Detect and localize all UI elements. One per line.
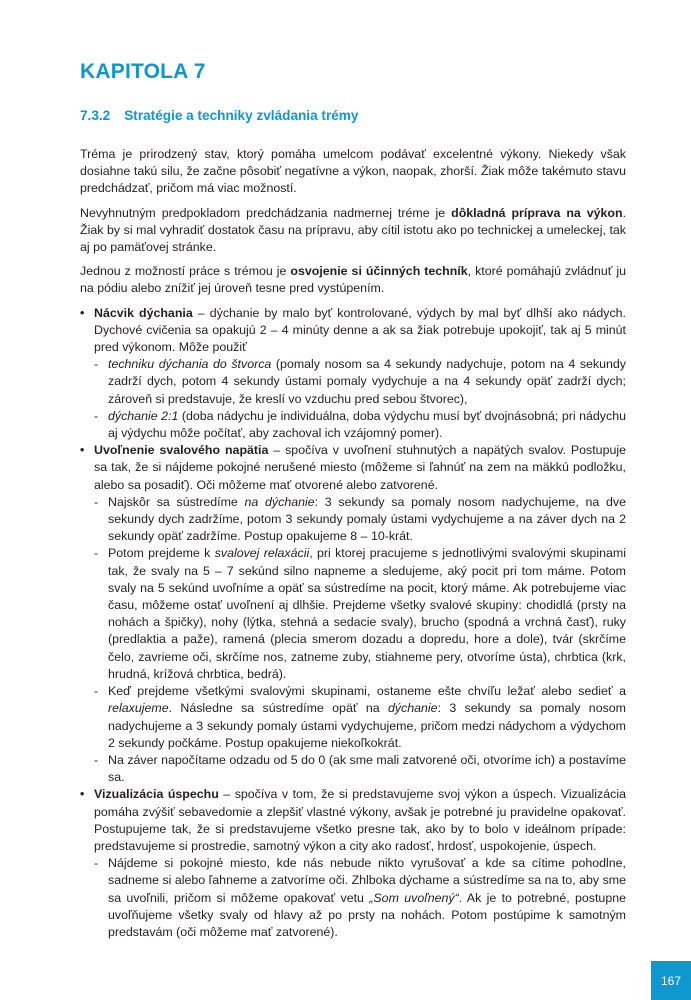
italic-emphasis: relaxujeme [108,701,169,716]
technique-list [80,305,626,942]
paragraph-text: Tréma je prirodzený stav, ktorý pomáha umelcom podávať excelentné výkony. Niekedy však dosiahne takú silu, že začne pôsobiť negatívne a výkon, naopak, zhorší. Žiak môže takémuto stavu predchádzať, pričom má viac možností. [80,147,626,196]
paragraph [80,205,626,257]
sub-list-text: . Ak je to potrebné, postupne uvoľňujeme všetky svaly od hlavy až po prsty na nohách. Potom postúpime k samotným predstavám (oči môžeme mať zatvorené). [108,890,626,939]
list-item [80,305,626,443]
dash-icon: - [94,752,99,767]
sub-list-item [94,752,626,786]
italic-emphasis: na dýchanie [244,494,315,509]
chapter-title: KAPITOLA 7 [80,60,206,83]
paragraph-text: , ktoré pomáhajú zvládnuť ju na pódiu alebo znížiť jej úroveň tesne pred vystúpením. [80,264,626,296]
italic-emphasis: „Som uvoľnený“ [369,890,459,905]
list-item [80,442,626,786]
paragraph [80,263,626,297]
sub-list-text: : 3 sekundy sa pomaly nosom nadychujeme, na dve sekundy dych zadržíme, potom 3 sekundy pomaly ústami vydychujeme a na záver dych na 2 sekundy opäť zadržíme. Postup opakujeme 8 – 10-krát. [108,494,626,544]
italic-emphasis: dýchanie [387,701,438,716]
sub-list-text: . Následne sa sústredíme opäť na [168,701,388,716]
bold-emphasis: dôkladná príprava na výkon [451,205,623,220]
sub-list-text: Najskôr sa sústredíme [108,494,245,509]
italic-emphasis: svalovej relaxácii [214,546,310,561]
list-item-text: – spočíva v tom, že si predstavujeme svoj výkon a úspech. Vizualizácia pomáha zvýšiť sebavedomie a zlepšiť vlastné výkony, avšak je potrebné ju pravidelne opakovať. Postupujeme tak, že si predstavujeme všetko presne tak, ako by to bolo v ideálnom prípade: predstavujeme si prostredie, samotný výkon a city ako radosť, hrdosť, uspokojenie, úspech. [94,787,626,853]
dash-icon: - [94,408,99,423]
page-number-badge [651,961,691,1000]
paragraph-text: . Žiak by si mal vyhradiť dostatok času na prípravu, aby cítil istotu ako po technickej a umeleckej, tak aj po pamäťovej stránke. [80,205,627,255]
bullet-icon: • [80,443,85,458]
sub-list-text: Keď prejdeme všetkými svalovými skupinami, ostaneme ešte chvíľu ležať alebo sedieť a [108,684,626,699]
list-item [80,786,626,941]
section-heading [80,108,358,123]
sub-list-item [94,855,626,941]
sub-list-text: : 3 sekundy sa pomaly nosom nadychujeme a 3 sekundy pomaly ústami vydychujeme, pričom medzi nádychom a výdychom 2 sekundy počkáme. Postup opakujeme niekoľkokrát. [108,701,626,750]
paragraph-text: Nevyhnutným predpokladom predchádzania nadmernej tréme je [80,205,452,220]
sub-list [94,356,626,442]
bold-emphasis: osvojenie si účinných techník [290,264,468,279]
sub-list-text: Na záver napočítame odzadu od 5 do 0 (ak sme mali zatvorené oči, otvoríme ich) a postavíme sa. [108,752,626,785]
sub-list-item [94,408,626,442]
dash-icon: - [94,494,99,509]
sub-list [94,494,626,786]
sub-list-text: Nájdeme si pokojné miesto, kde nás nebude nikto vyrušovať a kde sa cítime pohodlne, sadneme si alebo ľahneme a zatvoríme oči. Zhlboka dýchame a sústredíme sa na to, aby sme sa uvoľnili, pričom si môžeme opakovať vetu [108,856,626,905]
dash-icon: - [94,684,99,699]
sub-list-text: , pri ktorej pracujeme s jednotlivými svalovými skupinami tak, že svaly na 5 – 7 sekúnd silno napneme a sledujeme, aký pocit pri tom máme. Potom svaly na 5 sekúnd uvoľníme a opäť sa sústredíme na pocit, ktorý máme. Ak potrebujeme viac času, môžeme ostať uvoľnení aj dlhšie. Prejdeme všetky svalové skupiny: chodidlá (prsty na nohách a špičky), nohy (lýtka, stehná a sedacie svaly), brucho (spodná a vrchná časť), ruky (predlaktia a paže), ramená (plecia smerom dozadu a dopredu, hore a dole), tvár (skrčíme čelo, zavrieme oči, skrčíme nos, zatneme zuby, stiahneme pery, otvoríme ústa), chrbtica (krk, hrudná, krížová chrbtica, bedrá). [108,546,627,681]
sub-list-item [94,494,626,546]
dash-icon: - [94,856,99,871]
sub-list-text: (doba nádychu je individuálna, doba výdychu musí byť dvojnásobná; pri nádychu aj výdychu môže počítať, aby zachoval ich vzájomný pomer). [108,408,626,441]
list-item-text: – dýchanie by malo byť kontrolované, výdych by mal byť dlhší ako nádych. Dychové cvičenia sa opakujú 2 – 4 minúty denne a ak sa žiak potrebuje upokojiť, tak aj 5 minút pred výkonom. Môže použiť [94,305,626,355]
dash-icon: - [94,546,99,561]
section-title: Stratégie a techniky zvládania trémy [124,108,359,123]
bullet-icon: • [80,787,85,802]
list-item-title: Nácvik dýchania [94,305,193,320]
sub-list-item [94,545,626,683]
list-item-title: Vizualizácia úspechu [94,787,219,802]
paragraph [80,146,626,198]
sub-list [94,855,626,941]
dash-icon: - [94,357,99,372]
italic-emphasis: techniku dýchania do štvorca [108,357,272,372]
bullet-icon: • [80,305,85,320]
list-item-title: Uvoľnenie svalového napätia [94,443,269,458]
sub-list-text: Potom prejdeme k [108,546,215,561]
page-number: 167 [660,973,682,988]
sub-list-item [94,356,626,408]
body-text [80,146,626,941]
list-item-text: – spočíva v uvoľnení stuhnutých a napätých svalov. Postupuje sa tak, že si nájdeme pokojné nerušené miesto (môžeme si ľahnúť na zem na mäkkú podložku, alebo sa posadiť). Oči môžeme mať otvorené alebo zatvorené. [94,443,626,492]
italic-emphasis: dýchanie 2:1 [108,408,179,423]
paragraph-text: Jednou z možností práce s trémou je [80,264,291,279]
sub-list-text: (pomaly nosom sa 4 sekundy nadychuje, potom na 4 sekundy zadrží dych, potom 4 sekundy ústami pomaly vydychuje a na 4 sekundy opäť zadrží dych; zároveň si predstavuje, že kreslí vo vzduchu pred sebou štvorec), [108,357,627,406]
section-number: 7.3.2 [80,108,111,123]
sub-list-item [94,683,626,752]
